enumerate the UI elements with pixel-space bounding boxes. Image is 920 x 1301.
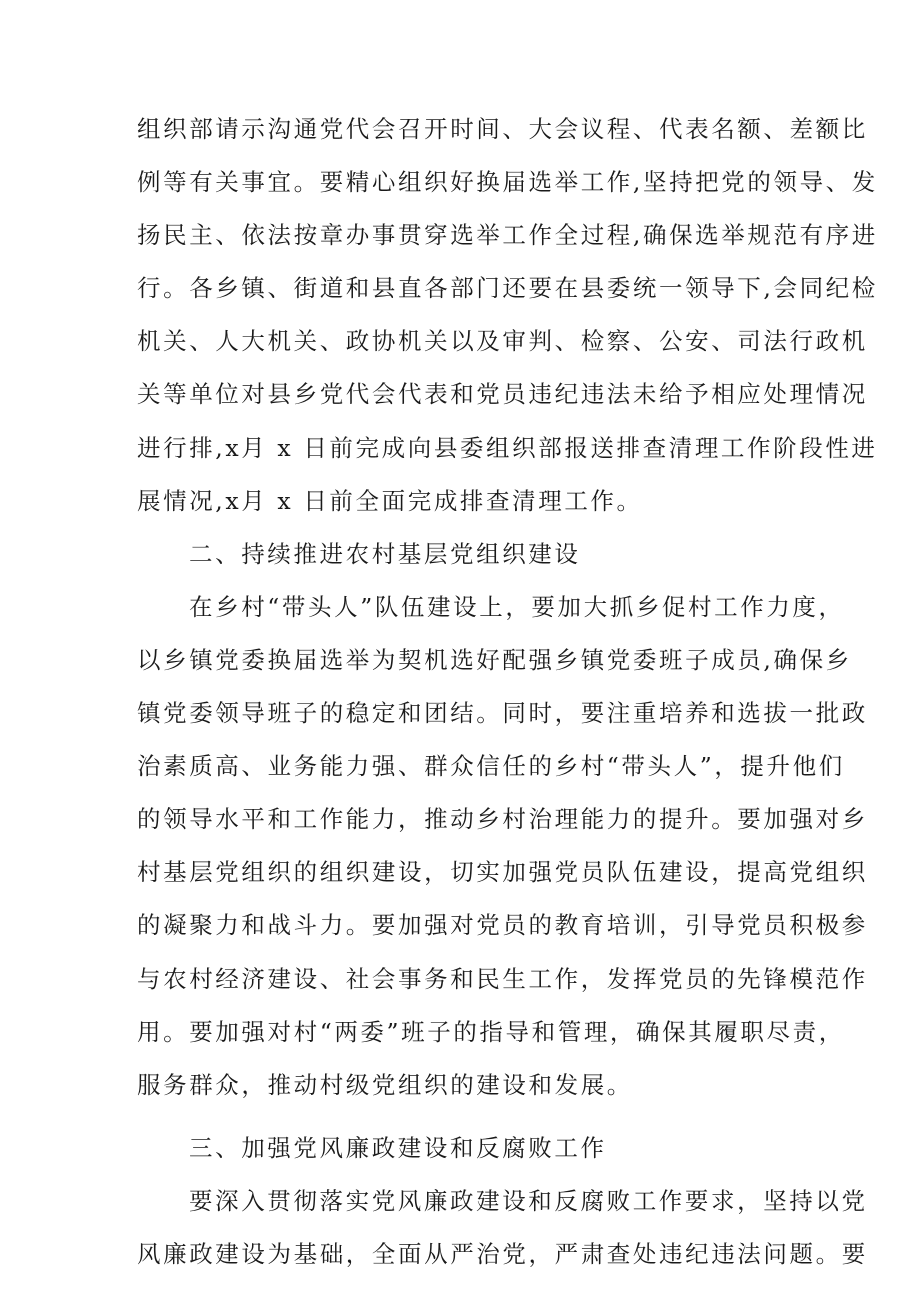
paragraph-line: 机关、人大机关、政协机关以及审判、检察、公安、司法行政机: [137, 327, 868, 356]
paragraph-gap: [137, 1112, 797, 1122]
section-heading-2: 二、持续推进农村基层党组织建设: [189, 539, 581, 568]
paragraph-line: 展情况,x月 x 日前全面完成排查清理工作。: [137, 486, 643, 515]
paragraph-line: 服务群众，推动村级党组织的建设和发展。: [137, 1070, 633, 1099]
paragraph-line: 的凝聚力和战斗力。要加强对党员的教育培训，引导党员积极参: [137, 911, 868, 940]
document-body: [137, 103, 878, 1281]
paragraph-line: 扬民主、依法按章办事贯穿选举工作全过程,确保选举规范有序进: [137, 221, 878, 250]
paragraph-line: 的领导水平和工作能力，推动乡村治理能力的提升。要加强对乡: [137, 805, 868, 834]
paragraph-line: 在乡村“带头人”队伍建设上，要加大抓乡促村工作力度，: [189, 592, 845, 621]
paragraph-line: 组织部请示沟通党代会召开时间、大会议程、代表名额、差额比: [137, 115, 868, 143]
paragraph-line: 村基层党组织的组织建设，切实加强党员队伍建设，提高党组织: [137, 858, 868, 887]
section-heading-3: 三、加强党风廉政建设和反腐败工作: [189, 1133, 607, 1162]
paragraph-line: 以乡镇党委换届选举为契机选好配强乡镇党委班子成员,确保乡: [137, 645, 852, 674]
paragraph-line: 进行排,x月 x 日前完成向县委组织部报送排查清理工作阶段性进: [137, 433, 878, 462]
paragraph-line: 风廉政建设为基础，全面从严治党，严肃查处违纪违法问题。要: [137, 1239, 868, 1268]
paragraph-line: 关等单位对县乡党代会代表和党员违纪违法未给予相应处理情况: [137, 380, 868, 409]
paragraph-line: 要深入贯彻落实党风廉政建设和反腐败工作要求，坚持以党: [189, 1186, 868, 1215]
paragraph-line: 行。各乡镇、街道和县直各部门还要在县委统一领导下,会同纪检: [137, 274, 878, 303]
paragraph-line: 用。要加强对村“两委”班子的指导和管理，确保其履职尽责，: [137, 1017, 845, 1046]
paragraph-line: 治素质高、业务能力强、群众信任的乡村“带头人”，提升他们: [137, 752, 845, 781]
paragraph-line: 镇党委领导班子的稳定和团结。同时，要注重培养和选拔一批政: [137, 699, 868, 728]
paragraph-line: 与农村经济建设、社会事务和民生工作，发挥党员的先锋模范作: [137, 964, 868, 993]
paragraph-line: 例等有关事宜。要精心组织好换届选举工作,坚持把党的领导、发: [137, 168, 878, 197]
